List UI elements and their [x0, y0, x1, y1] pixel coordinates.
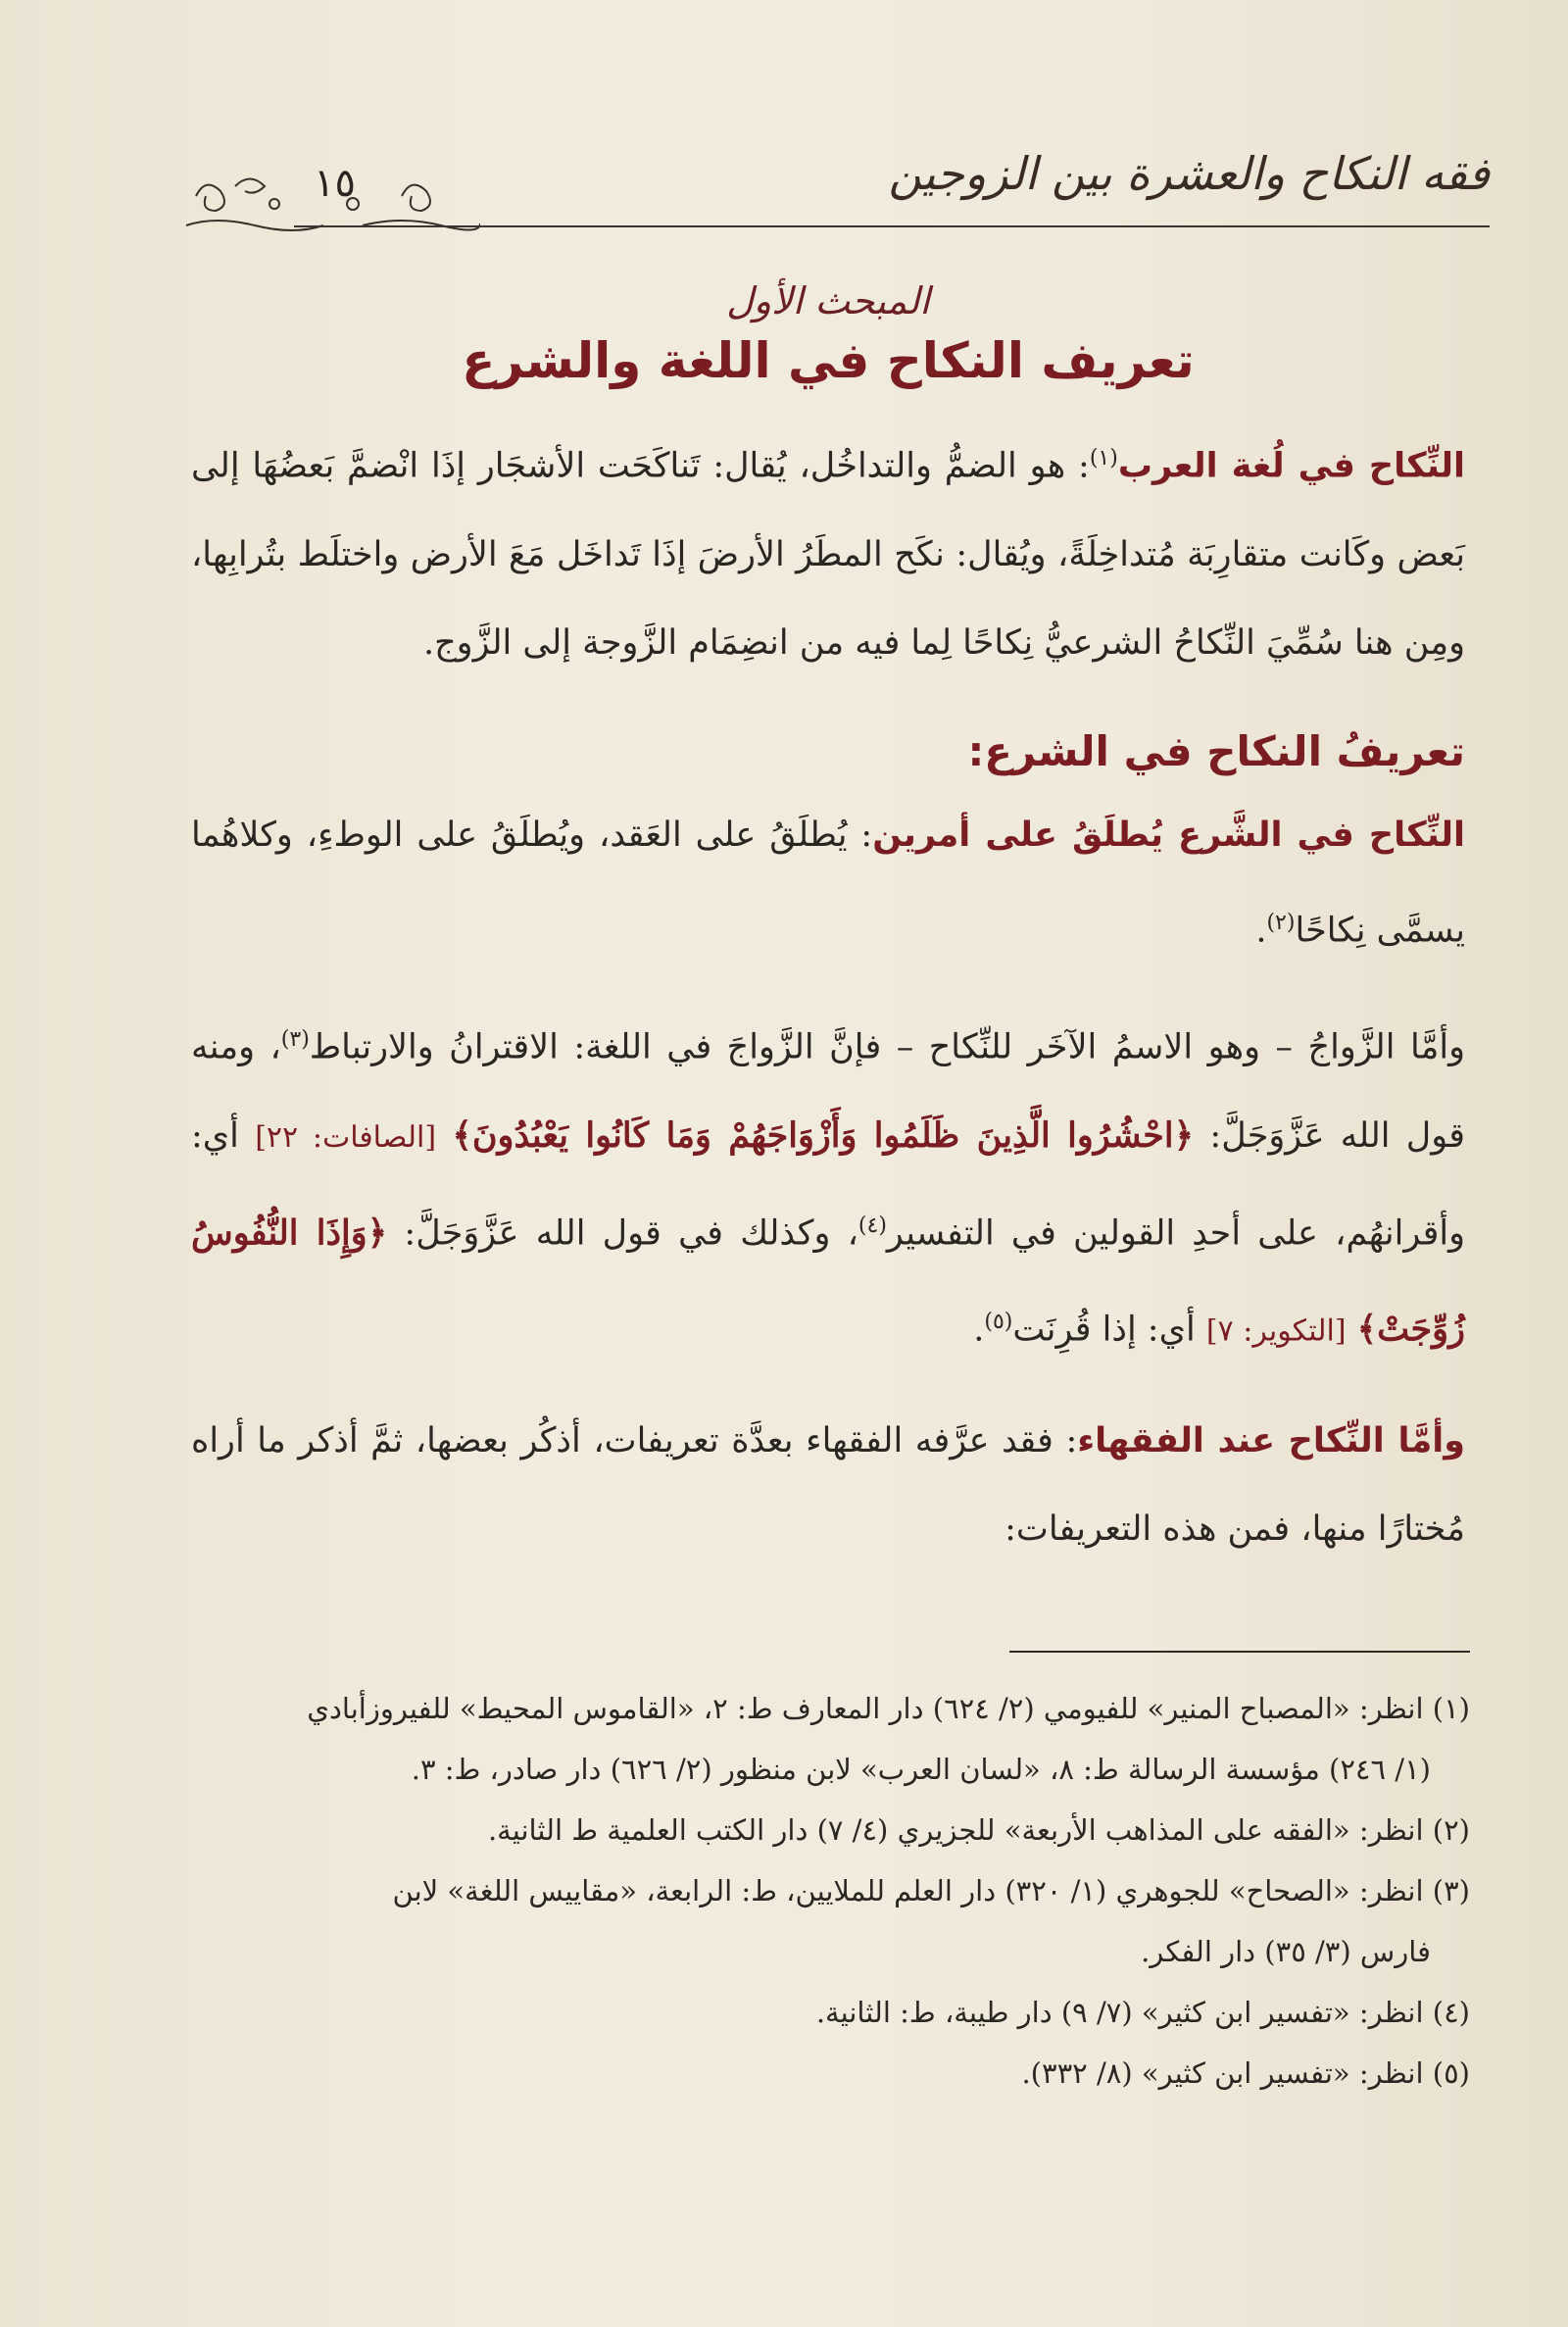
spacer: [191, 1375, 1465, 1397]
paragraph-text: : يُطلَقُ على العَقد، ويُطلَقُ على الوطءِ، وكلاهُما يسمَّى نِكاحًا: [191, 815, 1465, 951]
paragraph-text: ، ومنه قول الله عَزَّوَجَلَّ:: [191, 1027, 1466, 1156]
paragraph-language-definition: [191, 415, 1465, 687]
footnote-ref-5[interactable]: (٥): [984, 1309, 1013, 1334]
spacer: [191, 974, 1465, 996]
paragraph-text: : فقد عرَّفه الفقهاء بعدَّة تعريفات، أذكُر بعضها، ثمَّ أذكر ما أراه مُختارًا منها، فمن هذه التعريفات:: [191, 1421, 1465, 1550]
running-title: فقه النكاح والعشرة بين الزوجين: [888, 147, 1490, 200]
subheading-sharia-definition: تعريفُ النكاح في الشرع:: [967, 726, 1465, 775]
paragraph-text: : هو الضمُّ والتداخُل، يُقال: تَناكَحَت الأشجَار إذَا انْضمَّ بَعضُهَا إلى بَعض وكَانت متقارِبَة مُتداخِلَةً، ويُقال: نكَح المطَرُ الأرضَ إذَا تَداخَل مَعَ الأرض واختلَط بتُرابِها، ومِن هنا سُمِّيَ النِّكاحُ الشرعيُّ نِكاحًا لِما فيه من انضِمَام الزَّوجة إلى الزَّوج.: [191, 446, 1465, 663]
punctuation: .: [1255, 911, 1267, 951]
paragraph-zawaj: [191, 996, 1465, 1375]
footnote-ref-3[interactable]: (٣): [280, 1027, 310, 1053]
footnote-rule: [1009, 1651, 1470, 1653]
page-header: [176, 137, 1490, 235]
punctuation: .: [973, 1310, 985, 1350]
footnote-ref-2[interactable]: (٢): [1266, 910, 1296, 935]
footnote-text: (١) انظر: «المصباح المنير» للفيومي (٢/ ٦٢٤) دار المعارف ط: ٢، «القاموس المحيط» للفيروزأبادي: [307, 1692, 1470, 1725]
footnote-3: [191, 1860, 1470, 1982]
footnote-5: [191, 2043, 1470, 2104]
paragraph-text: ، وكذلك في قول الله عَزَّوَجَلَّ:: [387, 1213, 858, 1254]
footnote-4: [191, 1982, 1470, 2043]
term-fuqaha: وأمَّا النِّكاح عند الفقهاء: [1077, 1421, 1466, 1461]
verse-reference: [الصافات: ٢٢]: [255, 1119, 437, 1155]
quran-verse: ﴿وَإِذَا النُّفُوسُ زُوِّجَتْ﴾: [191, 1213, 1465, 1350]
section-label: المبحث الأول: [726, 279, 930, 322]
footnote-text: (٤) انظر: «تفسير ابن كثير» (٧/ ٩) دار طيبة، ط: الثانية.: [815, 1996, 1470, 2029]
term-language: النِّكاح في لُغة العرب: [1117, 446, 1465, 486]
footnote-2: [191, 1800, 1470, 1860]
footnote-text: (١/ ٢٤٦) مؤسسة الرسالة ط: ٨، «لسان العرب» لابن منظور (٢/ ٦٢٦) دار صادر، ط: ٣.: [411, 1753, 1431, 1786]
footnote-text: (٣) انظر: «الصحاح» للجوهري (١/ ٣٢٠) دار العلم للملايين، ط: الرابعة، «مقاييس اللغة» لابن: [392, 1874, 1470, 1907]
verse-reference: [التكوير: ٧]: [1205, 1313, 1347, 1349]
main-content: [191, 279, 1465, 1573]
paragraph-text: أي: إذا قُرِنَت: [1012, 1310, 1206, 1350]
term-sharia: النِّكاح في الشَّرع يُطلَقُ على أمرين: [872, 815, 1465, 855]
paragraph-text: أي: وأقرانهُم، على أحدِ القولين في التفسير: [191, 1115, 1466, 1254]
paragraph-fuqaha: [191, 1397, 1465, 1573]
footnote-text: (٢) انظر: «الفقه على المذاهب الأربعة» للجزيري (٤/ ٧) دار الكتب العلمية ط الثانية.: [487, 1813, 1470, 1847]
footnotes: [191, 1678, 1470, 2104]
footnote-ref-4[interactable]: (٤): [858, 1213, 887, 1238]
section-title: تعريف النكاح في اللغة والشرع: [462, 332, 1195, 389]
footnote-1: [191, 1678, 1470, 1800]
footnote-ref-1[interactable]: (١): [1089, 446, 1118, 470]
page-number: ١٥: [314, 161, 356, 206]
footnote-text: فارس (٣/ ٣٥) دار الفكر.: [1141, 1935, 1431, 1968]
header-rule: [294, 225, 1490, 227]
paragraph-sharia-definition: [191, 791, 1465, 975]
quran-verse: ﴿احْشُرُوا الَّذِينَ ظَلَمُوا وَأَزْوَاجَهُمْ وَمَا كَانُوا يَعْبُدُونَ﴾: [452, 1114, 1195, 1156]
footnote-text: (٥) انظر: «تفسير ابن كثير» (٨/ ٣٣٢).: [1021, 2056, 1470, 2090]
paragraph-text: وأمَّا الزَّواجُ – وهو الاسمُ الآخَر للنِّكاح – فإنَّ الزَّواجَ في اللغة: الاقترانُ والارتباط: [309, 1027, 1465, 1067]
